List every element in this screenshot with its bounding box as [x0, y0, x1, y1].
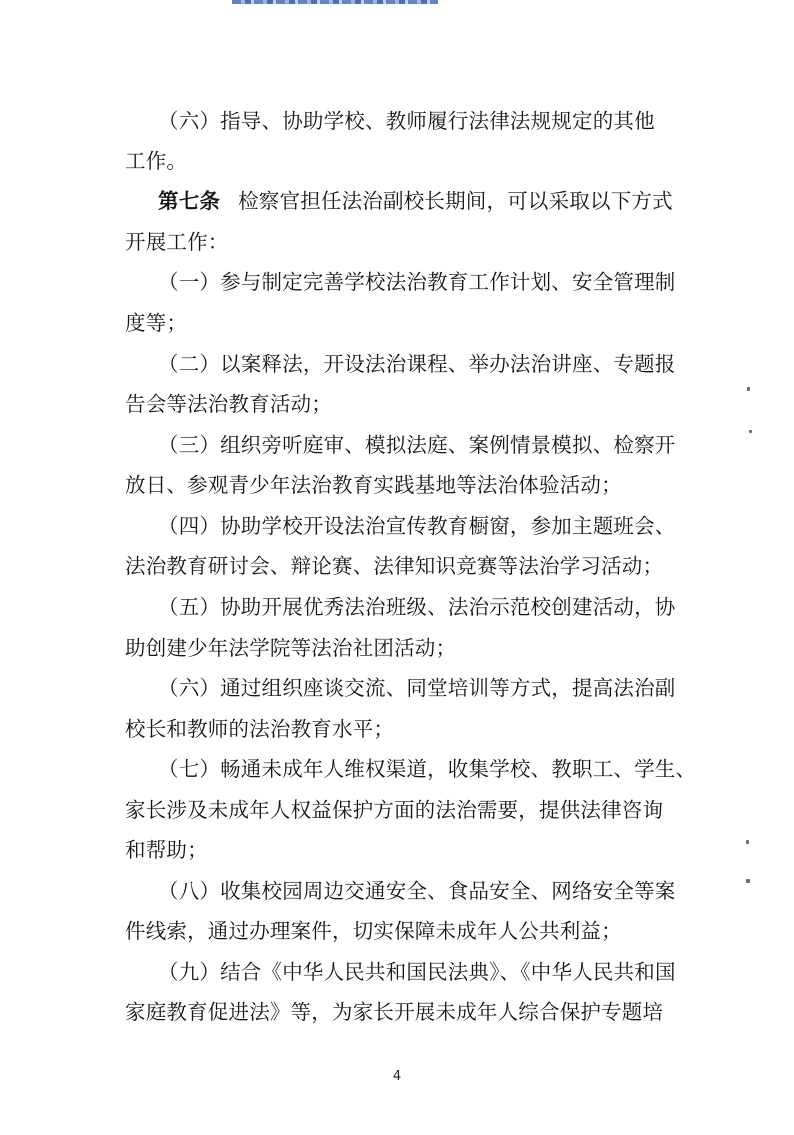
paragraph-line: 法治教育研讨会、辩论赛、法律知识竞赛等法治学习活动； [125, 554, 664, 578]
paragraph-line: 工作。 [125, 149, 188, 173]
paragraph-line: 开展工作： [125, 230, 229, 254]
paragraph-line: 和帮助； [125, 838, 208, 862]
paragraph-line: 助创建少年法学院等法治社团活动； [125, 636, 457, 660]
paragraph-line: 告会等法治教育活动； [125, 392, 332, 416]
paragraph-line: （七）畅通未成年人维权渠道，收集学校、教职工、学生、 [158, 757, 697, 781]
scan-speck [747, 387, 750, 391]
scan-speck [746, 840, 749, 844]
paragraph-line: 件线索，通过办理案件，切实保障未成年人公共利益； [125, 919, 622, 943]
scan-edge-artifact [232, 0, 438, 4]
paragraph-line: 家庭教育促进法》等，为家长开展未成年人综合保护专题培 [125, 1000, 664, 1024]
scan-speck [749, 430, 752, 433]
paragraph-line: （二）以案释法，开设法治课程、举办法治讲座、专题报 [158, 352, 676, 376]
paragraph-line: 度等； [125, 311, 188, 335]
page-number: 4 [392, 1069, 402, 1084]
paragraph-line: （六）指导、协助学校、教师履行法律法规规定的其他 [158, 109, 655, 133]
paragraph-line: （四）协助学校开设法治宣传教育橱窗，参加主题班会、 [158, 514, 676, 538]
paragraph-line: （五）协助开展优秀法治班级、法治示范校创建活动，协 [158, 595, 676, 619]
article-heading-line [158, 186, 677, 216]
paragraph-line: （九）结合《中华人民共和国民法典》、《中华人民共和国 [158, 960, 676, 984]
paragraph-line: （六）通过组织座谈交流、同堂培训等方式，提高法治副 [158, 676, 676, 700]
article-text: 检察官担任法治副校长期间，可以采取以下方式 [238, 189, 673, 213]
paragraph-line: （八）收集校园周边交通安全、食品安全、网络安全等案 [158, 879, 676, 903]
paragraph-line: 校长和教师的法治教育水平； [125, 717, 395, 741]
scan-speck [746, 879, 750, 883]
paragraph-line: 家长涉及未成年人权益保护方面的法治需要，提供法律咨询 [125, 798, 664, 822]
paragraph-line: 放日、参观青少年法治教育实践基地等法治体验活动； [125, 473, 622, 497]
paragraph-line: （三）组织旁听庭审、模拟法庭、案例情景模拟、检察开 [158, 433, 676, 457]
paragraph-line: （一）参与制定完善学校法治教育工作计划、安全管理制 [158, 270, 676, 294]
article-label: 第七条 [158, 189, 221, 213]
